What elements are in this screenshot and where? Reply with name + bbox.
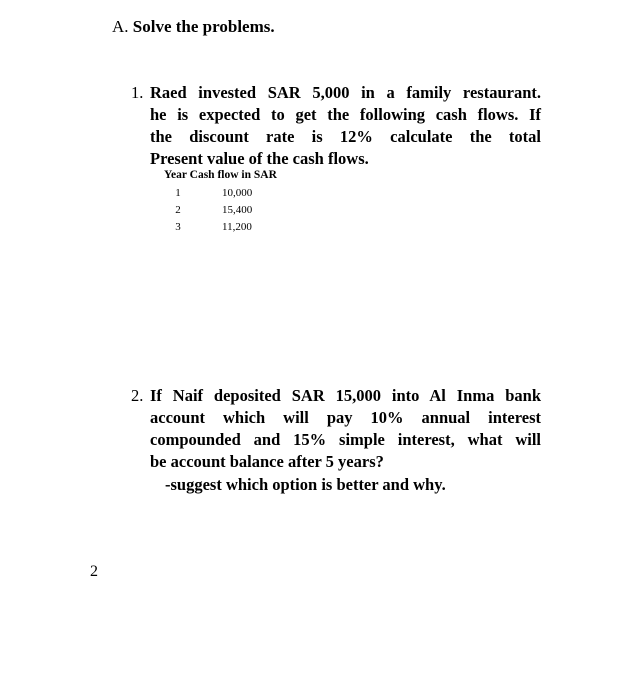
problem-1-number: 1. [131,83,144,102]
problem-2-line: be account balance after 5 years? [150,452,384,471]
table-cell-year: 2 [175,204,181,216]
section-heading [112,16,275,38]
problem-2-line: If Naif deposited SAR 15,000 into Al Inma bank [150,386,541,405]
problem-1-line: he is expected to get the following cash flows. If [150,105,541,124]
table-row [164,219,277,236]
problem-2-number: 2. [131,386,144,405]
problem-2-text [150,385,541,473]
problem-2-line: compounded and 15% simple interest, what will [150,430,541,449]
problem-1-text [150,82,541,170]
section-label: A. [112,17,129,36]
table-cell-year: 3 [175,221,181,233]
cash-flow-table-header: Year Cash flow in SAR [164,169,277,181]
problem-2-line: account which will pay 10% annual interest [150,408,541,427]
problem-1-line: the discount rate is 12% calculate the total [150,127,541,146]
problem-1 [131,82,551,182]
table-row [164,185,277,202]
table-cell-amount: 15,400 [222,204,253,216]
cash-flow-table-rows [164,185,277,236]
table-row [164,202,277,219]
table-cell-amount: 10,000 [222,187,253,199]
page-number: 2 [90,563,98,580]
problem-1-line: Present value of the cash flows. [150,149,369,168]
table-cell-year: 1 [175,187,181,199]
section-title: Solve the problems. [132,17,275,36]
table-cell-amount: 11,200 [222,221,252,233]
cash-flow-table [164,168,277,236]
problem-2-suggestion: -suggest which option is better and why. [165,475,446,494]
problem-1-line: Raed invested SAR 5,000 in a family restaurant. [150,83,541,102]
